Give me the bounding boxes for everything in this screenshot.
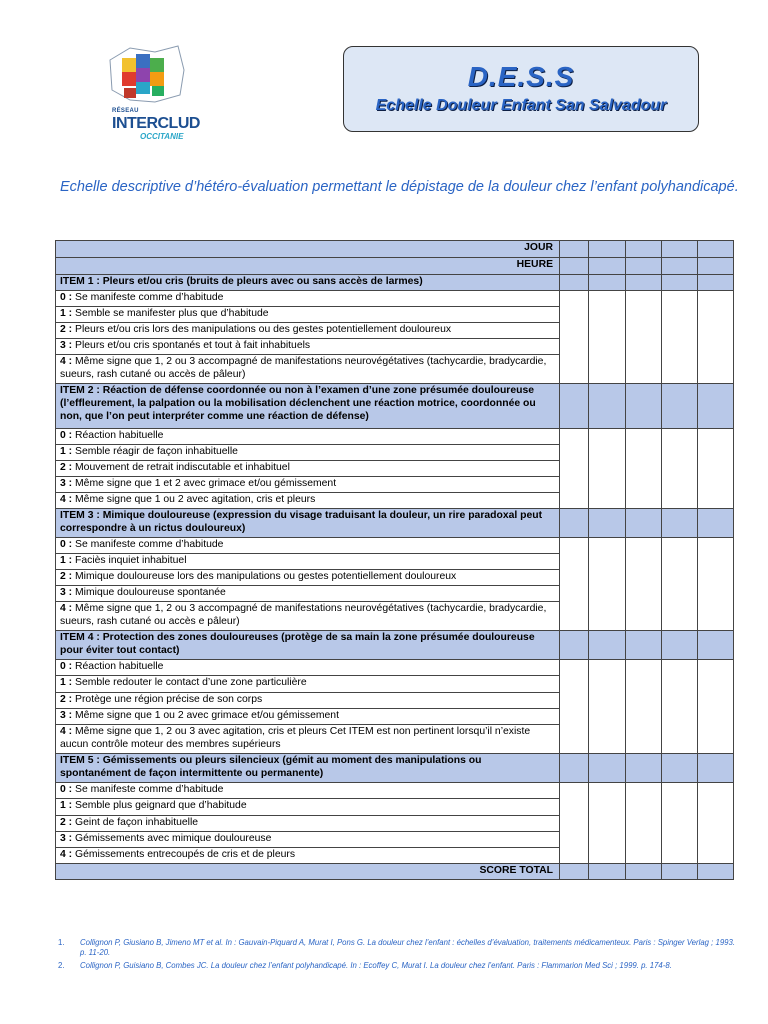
option-score: 3 : xyxy=(60,833,73,844)
option-description: Semble redouter le contact d’une zone particulière xyxy=(72,677,307,688)
score-cell[interactable] xyxy=(560,291,589,384)
score-cell[interactable] xyxy=(560,754,589,783)
option-score: 3 : xyxy=(60,587,73,598)
option-description: Même signe que 1 ou 2 avec grimace et/ou gémissement xyxy=(72,710,339,721)
option-text xyxy=(56,725,560,754)
option-score: 0 : xyxy=(60,539,73,550)
option-row xyxy=(56,660,734,676)
score-cell[interactable] xyxy=(589,258,626,275)
title-box xyxy=(343,46,699,132)
score-cell[interactable] xyxy=(662,384,698,429)
score-cell[interactable] xyxy=(589,291,626,384)
option-text xyxy=(56,602,560,631)
option-text xyxy=(56,429,560,445)
score-cell[interactable] xyxy=(698,384,734,429)
reference-text: Collignon P, Giusiano B, Jimeno MT et al. In : Gauvain-Piquard A, Murat I, Pons G. La douleur chez l’enfant : échelles d’évaluation, traitements médicamenteux. Paris : Spinger Verlag ; 1993. p. 11-20. xyxy=(80,938,735,957)
score-cell[interactable] xyxy=(662,864,698,880)
option-text xyxy=(56,355,560,384)
jour-row xyxy=(56,241,734,258)
option-row xyxy=(56,783,734,799)
score-cell[interactable] xyxy=(560,631,589,660)
heure-row-label: HEURE xyxy=(56,258,560,275)
option-score: 0 : xyxy=(60,292,73,303)
score-cell[interactable] xyxy=(662,509,698,538)
score-cell[interactable] xyxy=(560,538,589,631)
score-cell[interactable] xyxy=(560,429,589,509)
item-title-row xyxy=(56,631,734,660)
option-description: Même signe que 1, 2 ou 3 avec agitation, cris et pleurs Cet ITEM est non pertinent lorsqu’il n’existe aucun contrôle moteur des membres supérieurs xyxy=(60,726,531,750)
score-cell[interactable] xyxy=(589,783,626,864)
score-cell[interactable] xyxy=(560,275,589,291)
score-cell[interactable] xyxy=(589,631,626,660)
score-cell[interactable] xyxy=(698,429,734,509)
option-score: 1 : xyxy=(60,555,73,566)
intro-text: Echelle descriptive d’hétéro-évaluation permettant le dépistage de la douleur chez l’enfant polyhandicapé. xyxy=(60,179,739,195)
score-cell[interactable] xyxy=(662,291,698,384)
score-cell[interactable] xyxy=(626,864,662,880)
score-cell[interactable] xyxy=(626,241,662,258)
option-score: 3 : xyxy=(60,710,73,721)
score-cell[interactable] xyxy=(589,509,626,538)
option-text xyxy=(56,493,560,509)
score-cell[interactable] xyxy=(698,783,734,864)
score-cell[interactable] xyxy=(662,631,698,660)
score-cell[interactable] xyxy=(626,429,662,509)
score-cell[interactable] xyxy=(698,291,734,384)
score-cell[interactable] xyxy=(662,660,698,754)
option-text xyxy=(56,783,560,799)
score-cell[interactable] xyxy=(560,864,589,880)
logo-region-text: OCCITANIE xyxy=(140,132,184,141)
score-cell[interactable] xyxy=(626,660,662,754)
option-row xyxy=(56,429,734,445)
score-cell[interactable] xyxy=(698,275,734,291)
option-score: 0 : xyxy=(60,661,73,672)
reference-number: 2. xyxy=(58,961,65,970)
score-cell[interactable] xyxy=(560,241,589,258)
score-cell[interactable] xyxy=(626,509,662,538)
logo-name-text: INTERCLUD xyxy=(112,115,200,132)
option-description: Protège une région précise de son corps xyxy=(72,694,263,705)
score-cell[interactable] xyxy=(698,538,734,631)
item-title: ITEM 1 : Pleurs et/ou cris (bruits de pleurs avec ou sans accès de larmes) xyxy=(56,275,560,291)
option-text xyxy=(56,693,560,709)
score-cell[interactable] xyxy=(662,783,698,864)
option-description: Gémissements avec mimique douloureuse xyxy=(72,833,272,844)
score-cell[interactable] xyxy=(698,241,734,258)
score-cell[interactable] xyxy=(662,275,698,291)
option-text xyxy=(56,586,560,602)
option-score: 2 : xyxy=(60,571,73,582)
reference-item xyxy=(58,938,738,958)
score-cell[interactable] xyxy=(589,538,626,631)
option-text xyxy=(56,554,560,570)
score-cell[interactable] xyxy=(662,429,698,509)
option-row xyxy=(56,538,734,554)
option-description: Faciès inquiet inhabituel xyxy=(72,555,187,566)
score-cell[interactable] xyxy=(698,258,734,275)
option-text xyxy=(56,709,560,725)
option-score: 1 : xyxy=(60,446,73,457)
evaluation-table xyxy=(55,240,734,880)
score-cell[interactable] xyxy=(698,660,734,754)
item-title-row xyxy=(56,275,734,291)
score-cell[interactable] xyxy=(626,275,662,291)
score-cell[interactable] xyxy=(626,631,662,660)
option-description: Réaction habituelle xyxy=(72,430,164,441)
score-cell[interactable] xyxy=(560,509,589,538)
score-cell[interactable] xyxy=(560,660,589,754)
interclud-logo xyxy=(100,40,200,141)
option-description: Même signe que 1, 2 ou 3 accompagné de manifestations neurovégétatives (tachycardie, bradycardie, sueurs, rash cutané ou accès de pâleur) xyxy=(60,356,547,380)
option-text xyxy=(56,660,560,676)
score-cell[interactable] xyxy=(626,258,662,275)
option-description: Se manifeste comme d’habitude xyxy=(72,539,224,550)
option-score: 3 : xyxy=(60,340,73,351)
option-description: Semble se manifester plus que d’habitude xyxy=(72,308,269,319)
option-score: 1 : xyxy=(60,677,73,688)
option-score: 0 : xyxy=(60,784,73,795)
reference-number: 1. xyxy=(58,938,65,947)
score-cell[interactable] xyxy=(698,864,734,880)
score-cell[interactable] xyxy=(662,754,698,783)
item-title-row xyxy=(56,509,734,538)
option-score: 2 : xyxy=(60,817,73,828)
option-text xyxy=(56,848,560,864)
puzzle-logo-icon xyxy=(100,40,190,110)
option-text xyxy=(56,570,560,586)
score-cell[interactable] xyxy=(589,384,626,429)
option-score: 1 : xyxy=(60,800,73,811)
option-text xyxy=(56,291,560,307)
option-description: Mimique douloureuse spontanée xyxy=(72,587,226,598)
score-cell[interactable] xyxy=(589,864,626,880)
option-score: 1 : xyxy=(60,308,73,319)
item-title-row xyxy=(56,754,734,783)
option-description: Pleurs et/ou cris lors des manipulations ou des gestes potentiellement douloureux xyxy=(72,324,452,335)
score-cell[interactable] xyxy=(626,291,662,384)
option-score: 3 : xyxy=(60,478,73,489)
option-description: Geint de façon inhabituelle xyxy=(72,817,199,828)
option-text xyxy=(56,461,560,477)
item-title: ITEM 2 : Réaction de défense coordonnée ou non à l’examen d’une zone présumée douloureuse (l’effleurement, la palpation ou la mobilisation déclenchent une réaction motrice, coordonnée ou non, que l’on peut interpréter comme une réaction de défense) xyxy=(56,384,560,429)
option-text xyxy=(56,307,560,323)
option-score: 2 : xyxy=(60,694,73,705)
page-title: D.E.S.S xyxy=(467,61,575,92)
option-score: 2 : xyxy=(60,462,73,473)
score-cell[interactable] xyxy=(589,275,626,291)
option-row xyxy=(56,291,734,307)
score-cell[interactable] xyxy=(626,754,662,783)
option-description: Se manifeste comme d’habitude xyxy=(72,784,224,795)
option-text xyxy=(56,445,560,461)
score-cell[interactable] xyxy=(698,631,734,660)
score-cell[interactable] xyxy=(589,429,626,509)
score-cell[interactable] xyxy=(589,754,626,783)
item-title: ITEM 4 : Protection des zones douloureuses (protège de sa main la zone présumée douloureuse pour éviter tout contact) xyxy=(56,631,560,660)
reference-text: Collignon P, Guisiano B, Combes JC. La douleur chez l’enfant polyhandicapé. In : Ecoffey C, Murat I. La douleur chez l’enfant. Paris : Flammarion Med Sci ; 1999. p. 174-8. xyxy=(80,961,672,970)
option-text xyxy=(56,323,560,339)
score-total-row xyxy=(56,864,734,880)
reference-item xyxy=(58,961,738,971)
score-cell[interactable] xyxy=(662,241,698,258)
score-cell[interactable] xyxy=(560,258,589,275)
score-cell[interactable] xyxy=(698,509,734,538)
option-description: Gémissements entrecoupés de cris et de pleurs xyxy=(72,849,296,860)
item-title: ITEM 3 : Mimique douloureuse (expression du visage traduisant la douleur, un rire paradoxal peut correspondre à un rictus douloureux) xyxy=(56,509,560,538)
score-cell[interactable] xyxy=(589,241,626,258)
score-cell[interactable] xyxy=(626,384,662,429)
score-cell[interactable] xyxy=(626,783,662,864)
score-cell[interactable] xyxy=(662,258,698,275)
option-score: 4 : xyxy=(60,849,73,860)
option-description: Même signe que 1 ou 2 avec agitation, cris et pleurs xyxy=(72,494,316,505)
option-score: 4 : xyxy=(60,356,73,367)
option-description: Semble réagir de façon inhabituelle xyxy=(72,446,238,457)
option-description: Même signe que 1 et 2 avec grimace et/ou gémissement xyxy=(72,478,337,489)
jour-row-label: JOUR xyxy=(56,241,560,258)
option-description: Mouvement de retrait indiscutable et inhabituel xyxy=(72,462,290,473)
score-cell[interactable] xyxy=(560,384,589,429)
item-title: ITEM 5 : Gémissements ou pleurs silencieux (gémit au moment des manipulations ou spontanément de façon intermittente ou permanente) xyxy=(56,754,560,783)
page-subtitle: Echelle Douleur Enfant San Salvadour xyxy=(375,97,667,114)
option-text xyxy=(56,477,560,493)
option-description: Même signe que 1, 2 ou 3 accompagné de manifestations neurovégétatives (tachycardie, bradycardie, sueurs, rash cutané ou accès e pâleur) xyxy=(60,603,547,627)
option-text xyxy=(56,799,560,816)
heure-row xyxy=(56,258,734,275)
score-cell[interactable] xyxy=(560,783,589,864)
score-cell[interactable] xyxy=(698,754,734,783)
option-score: 2 : xyxy=(60,324,73,335)
score-cell[interactable] xyxy=(626,538,662,631)
item-title-row xyxy=(56,384,734,429)
references xyxy=(58,938,738,974)
score-cell[interactable] xyxy=(662,538,698,631)
score-total-row-label: SCORE TOTAL xyxy=(56,864,560,880)
option-description: Mimique douloureuse lors des manipulations ou gestes potentiellement douloureux xyxy=(72,571,457,582)
score-cell[interactable] xyxy=(589,660,626,754)
option-description: Pleurs et/ou cris spontanés et tout à fait inhabituels xyxy=(72,340,311,351)
option-text xyxy=(56,816,560,832)
option-description: Se manifeste comme d’habitude xyxy=(72,292,224,303)
option-text xyxy=(56,339,560,355)
option-text xyxy=(56,538,560,554)
option-score: 4 : xyxy=(60,726,73,737)
logo-reseau-text: RÉSEAU xyxy=(112,108,139,114)
option-description: Semble plus geignard que d’habitude xyxy=(72,800,247,811)
option-score: 4 : xyxy=(60,494,73,505)
option-text xyxy=(56,832,560,848)
option-score: 0 : xyxy=(60,430,73,441)
option-text xyxy=(56,676,560,693)
option-description: Réaction habituelle xyxy=(72,661,164,672)
option-score: 4 : xyxy=(60,603,73,614)
